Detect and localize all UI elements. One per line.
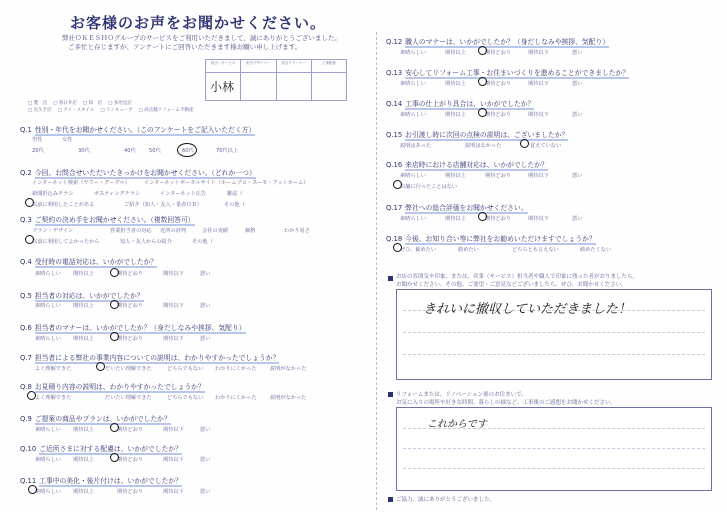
staff-name: 小林 bbox=[206, 73, 241, 101]
prompt-line: お聞かせください。その他、ご要望・ご意見などございましたら、ぜひ、お聞かせください。 bbox=[396, 282, 627, 288]
question-q13: Q.13 安心してリフォーム工事・お住まいづくりを進めることができましたか？ bbox=[386, 69, 630, 77]
answer-circle bbox=[393, 180, 402, 189]
prompt-line: お店の雰囲気や印象、または、営業（サービス）担当者や職人で印象に残った者がおりましたら、 bbox=[396, 274, 639, 280]
option[interactable]: ポスティングチラシ bbox=[94, 191, 141, 197]
option[interactable]: その他（ bbox=[192, 239, 213, 245]
option[interactable]: インターネットポータルサイト（ホームプロ・スーモ・アットホーム） bbox=[144, 180, 309, 186]
answer-circle bbox=[25, 198, 34, 207]
option[interactable]: どちらとも言えない bbox=[512, 247, 559, 253]
option[interactable]: 雑誌（ bbox=[227, 191, 243, 197]
writing-line bbox=[403, 354, 705, 355]
answer-circle bbox=[96, 362, 105, 371]
option[interactable]: 期待以上 bbox=[73, 336, 94, 342]
option[interactable]: 説明がなかった bbox=[270, 395, 307, 401]
writing-line bbox=[403, 332, 705, 333]
answer-circle bbox=[393, 243, 402, 252]
option[interactable]: 説明がなかった bbox=[270, 366, 307, 372]
option[interactable]: 営業担当者の対応 bbox=[110, 228, 152, 234]
question-q16: Q.16 来店時における店舗対応は、いかがでしたか？ bbox=[386, 161, 548, 169]
thanks-line: ご協力、誠にありがとうございました。 bbox=[396, 497, 496, 503]
option[interactable]: 素晴らしい bbox=[400, 81, 426, 87]
option[interactable]: 勧めたい bbox=[458, 247, 479, 253]
option[interactable]: 期待以上 bbox=[73, 427, 94, 433]
option[interactable]: 素晴らしい bbox=[35, 489, 61, 495]
question-q5: Q.5 担当者の対応は、いかがでしたか？ bbox=[20, 292, 144, 300]
option[interactable]: 以前に利用してよかったから bbox=[32, 239, 100, 245]
option[interactable]: よく理解できた bbox=[35, 366, 72, 372]
option[interactable]: 素晴らしい bbox=[400, 173, 426, 179]
option[interactable]: 悪い bbox=[200, 271, 211, 277]
option[interactable]: 悪い bbox=[572, 216, 583, 222]
option[interactable]: 悪い bbox=[200, 303, 211, 309]
answer-circle bbox=[110, 268, 119, 277]
question-q4: Q.4 受付時の電話対応は、いかがでしたか？ bbox=[20, 258, 158, 266]
option[interactable]: 期待以下 bbox=[528, 81, 549, 87]
question-q10: Q.10 ご近所さまに対する配慮は、いかがでしたか？ bbox=[20, 445, 182, 453]
option[interactable]: 期待どおり bbox=[485, 81, 511, 87]
shop-option[interactable]: □ 春日井店 bbox=[53, 101, 77, 106]
option[interactable]: 悪い bbox=[572, 50, 583, 56]
shop-option[interactable]: □ アイ・スタイル bbox=[57, 108, 95, 113]
option[interactable]: 期待以上 bbox=[73, 271, 94, 277]
option[interactable]: 期待以下 bbox=[163, 427, 184, 433]
option[interactable]: 悪い bbox=[200, 427, 211, 433]
option[interactable]: 期待以上 bbox=[445, 173, 466, 179]
bullet-square bbox=[388, 497, 393, 502]
answer-circle bbox=[110, 332, 119, 341]
option[interactable]: 期待以下 bbox=[163, 336, 184, 342]
option[interactable]: 70代以上 bbox=[216, 148, 239, 154]
question-q7: Q.7 担当者による弊社の事業内容についての説明は、わかりやすかったでしょうか？ bbox=[20, 354, 280, 362]
option[interactable]: 期待以下 bbox=[528, 50, 549, 56]
option[interactable]: 悪い bbox=[200, 457, 211, 463]
option[interactable]: 期待以上 bbox=[73, 457, 94, 463]
option[interactable]: わかりにくかった bbox=[215, 395, 257, 401]
intro-line: 弊社ＯＫＥＳＨＯグループのサービスをご利用いただきまして、誠にありがとうございました。 bbox=[62, 34, 341, 42]
answer-circle bbox=[110, 453, 119, 462]
option[interactable]: 期待どおり bbox=[485, 112, 511, 118]
intro-line: ご多忙と存じますが、アンケートにご回答いただきます様お願い申し上げます。 bbox=[68, 43, 302, 51]
stamp-header: 担当・サービス bbox=[206, 60, 241, 72]
stamp-header: 工事監督 bbox=[321, 61, 336, 65]
intro-text bbox=[62, 34, 342, 52]
staff-stamp-box bbox=[205, 59, 347, 101]
answer-circle bbox=[478, 108, 487, 117]
answer-circle bbox=[520, 139, 529, 148]
option[interactable]: ご紹介（知人・友人・業者ＯＢ） bbox=[124, 202, 202, 208]
shop-row bbox=[28, 100, 132, 106]
writing-line bbox=[403, 448, 705, 449]
question-q9: Q.9 ご提案の商品やプランは、いかがでしたか？ bbox=[20, 415, 171, 423]
option[interactable]: 悪い bbox=[572, 173, 583, 179]
option[interactable]: 期待以下 bbox=[163, 457, 184, 463]
option[interactable]: 勧めたくない bbox=[580, 247, 612, 253]
bullet-square bbox=[388, 276, 393, 281]
comment-box-1[interactable] bbox=[396, 289, 712, 380]
option[interactable]: プラン・デザイン bbox=[32, 228, 74, 234]
option[interactable]: だいたい理解できた bbox=[105, 395, 152, 401]
option[interactable]: 期待どおり bbox=[117, 489, 143, 495]
answer-circle bbox=[177, 143, 197, 157]
option[interactable]: 説明はあった bbox=[400, 143, 432, 149]
option[interactable]: 期待どおり bbox=[485, 216, 511, 222]
option[interactable]: 知人・友人からの紹介 bbox=[120, 239, 172, 245]
option[interactable]: 男性 bbox=[32, 137, 43, 143]
handwritten-answer: きれいに撤収していただきました！ bbox=[423, 302, 632, 317]
option[interactable]: 悪い bbox=[572, 81, 583, 87]
option[interactable]: 50代 bbox=[149, 148, 161, 154]
option[interactable]: どちらでもない bbox=[167, 395, 204, 401]
answer-circle bbox=[28, 485, 37, 494]
question-q1: Q.1 性別・年代をお聞かせください。（このアンケートをご記入いただく方） bbox=[20, 126, 256, 134]
option[interactable]: どちらでもない bbox=[167, 366, 204, 372]
option[interactable]: 素晴らしい bbox=[35, 271, 61, 277]
shop-option[interactable]: □ 知 店 bbox=[82, 101, 103, 106]
option[interactable]: 期待以上 bbox=[445, 50, 466, 56]
option[interactable]: 期待以下 bbox=[528, 112, 549, 118]
option[interactable]: 60代 bbox=[182, 148, 194, 154]
option[interactable]: 悪い bbox=[200, 336, 211, 342]
option[interactable]: 期待以下 bbox=[528, 173, 549, 179]
stamp-header: 担当プランナー bbox=[277, 60, 312, 72]
option[interactable]: 悪い bbox=[200, 489, 211, 495]
option[interactable]: 覚えていない bbox=[530, 143, 562, 149]
option[interactable]: 期待以下 bbox=[163, 271, 184, 277]
question-q6: Q.6 担当者のマナーは、いかがでしたか？（身だしなみや挨拶、気配り） bbox=[20, 324, 246, 332]
answer-circle bbox=[110, 423, 119, 432]
answer-circle bbox=[110, 300, 119, 309]
option[interactable]: 期待以上 bbox=[73, 489, 94, 495]
option[interactable]: 期待どおり bbox=[485, 50, 511, 56]
option[interactable]: 期待以下 bbox=[528, 216, 549, 222]
option[interactable]: 期待どおり bbox=[117, 457, 143, 463]
option[interactable]: 期待以下 bbox=[163, 489, 184, 495]
option[interactable]: よく理解できた bbox=[35, 395, 72, 401]
option[interactable]: 期待以下 bbox=[163, 303, 184, 309]
option[interactable]: 期待どおり bbox=[117, 303, 143, 309]
answer-circle bbox=[478, 212, 487, 221]
option[interactable]: 会社の実績 bbox=[202, 228, 228, 234]
option[interactable]: 素晴らしい bbox=[400, 112, 426, 118]
option[interactable]: 以前に利用したことがある bbox=[32, 202, 95, 208]
option[interactable]: わかり易さ bbox=[284, 228, 310, 234]
option[interactable]: 期待以上 bbox=[73, 303, 94, 309]
shop-option[interactable]: □ 長久手店 bbox=[28, 108, 52, 113]
option[interactable]: 期待どおり bbox=[117, 336, 143, 342]
option[interactable]: 期待どおり bbox=[485, 173, 511, 179]
option[interactable]: 素晴らしい bbox=[400, 216, 426, 222]
prompt-line: リフォームまたは、リノベーション後のお住まいで、 bbox=[396, 392, 527, 398]
question-q8: Q.8 お見積り内容の説明は、わかりやすかったでしょうか？ bbox=[20, 383, 205, 391]
option[interactable]: 期待以上 bbox=[445, 216, 466, 222]
option[interactable]: 素晴らしい bbox=[35, 427, 61, 433]
bullet-square bbox=[388, 392, 393, 397]
question-q11: Q.11 工事中の美化・後片付けは、いかがでしたか？ bbox=[20, 477, 182, 485]
answer-circle bbox=[478, 46, 487, 55]
handwritten-answer: これからです bbox=[427, 419, 487, 430]
column-divider bbox=[376, 32, 377, 510]
answer-circle bbox=[27, 391, 36, 400]
question-q14: Q.14 工事の仕上がり具合は、いかがでしたか？ bbox=[386, 100, 535, 108]
answer-circle bbox=[25, 235, 34, 244]
option[interactable]: 悪い bbox=[572, 112, 583, 118]
prompt-line: お気に入りの場所や好きな時間、暮らしの様など、工事後のご感想をお聞かせください。 bbox=[396, 400, 617, 406]
option[interactable]: 素晴らしい bbox=[400, 50, 426, 56]
option[interactable]: だいたい理解できた bbox=[105, 366, 152, 372]
option[interactable]: 説明はなかった bbox=[465, 143, 502, 149]
option[interactable]: わかりにくかった bbox=[215, 366, 257, 372]
shop-option[interactable]: □ 多治見店 bbox=[108, 101, 132, 106]
option[interactable]: インターネット検索（ヤフー・グーグル） bbox=[32, 180, 130, 186]
option[interactable]: 価格 bbox=[245, 228, 256, 234]
option[interactable]: 近所の評判 bbox=[160, 228, 186, 234]
answer-circle bbox=[478, 77, 487, 86]
option[interactable]: ぜひ、勧めたい bbox=[400, 247, 437, 253]
option[interactable]: 40代 bbox=[124, 148, 136, 154]
option[interactable]: 店舗に行ったことはない bbox=[400, 184, 458, 190]
option[interactable]: 20代 bbox=[32, 148, 44, 154]
question-q18: Q.18 今後、お知り合い等に弊社をお勧めいただけますでしょうか？ bbox=[386, 235, 596, 243]
option[interactable]: 女性 bbox=[62, 137, 73, 143]
question-q15: Q.15 お引渡し時に次回の点検の説明は、ございましたか？ bbox=[386, 131, 569, 139]
option[interactable]: 素晴らしい bbox=[35, 457, 61, 463]
question-q12: Q.12 職人のマナーは、いかがでしたか？（身だしなみや挨拶、気配り） bbox=[386, 38, 610, 46]
option[interactable]: 素晴らしい bbox=[35, 336, 61, 342]
option[interactable]: 30代 bbox=[78, 148, 90, 154]
option[interactable]: 期待以上 bbox=[445, 112, 466, 118]
option[interactable]: インターネット広告 bbox=[160, 191, 207, 197]
shop-option[interactable]: □ リノキューブ bbox=[100, 108, 133, 113]
writing-line bbox=[403, 468, 705, 469]
question-q17: Q.17 弊社への総合評価をお聞かせください。 bbox=[386, 204, 528, 212]
question-q2: Q.2 今回、お問合せいただいたきっかけをお聞かせください。（どれか一つ） bbox=[20, 169, 256, 177]
option[interactable]: 期待以上 bbox=[445, 81, 466, 87]
option[interactable]: 素晴らしい bbox=[35, 303, 61, 309]
shop-option[interactable]: □ 高店舗リフォーム不動産 bbox=[138, 108, 194, 113]
option[interactable]: その他（ bbox=[224, 202, 245, 208]
stamp-header: 担当デザイナー bbox=[241, 60, 276, 72]
question-q3: Q.3 ご契約の決め手をお聞かせください。（複数回答可） bbox=[20, 216, 195, 224]
page-title: お客様のお声をお聞かせください。 bbox=[70, 14, 327, 32]
option[interactable]: 期待どおり bbox=[117, 271, 143, 277]
shop-option[interactable]: □ 製 店 bbox=[28, 101, 48, 106]
option[interactable]: 新聞折込みチラシ bbox=[32, 191, 74, 197]
comment-box-2[interactable] bbox=[396, 407, 712, 491]
option[interactable]: 期待どおり bbox=[117, 427, 143, 433]
shop-row bbox=[28, 107, 193, 113]
